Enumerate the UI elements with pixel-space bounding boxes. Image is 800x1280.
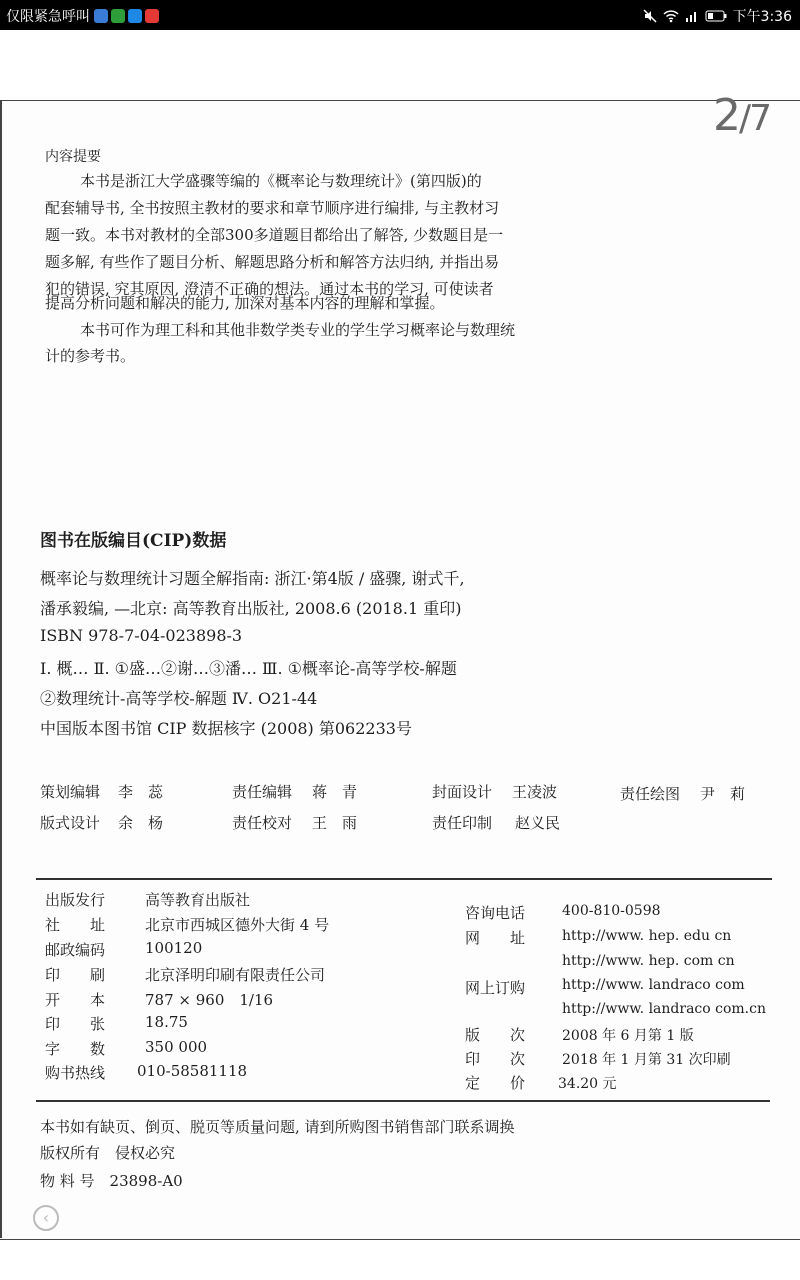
summary-line: 计的参考书。 [45, 347, 136, 365]
pub-label: 社 址 [45, 916, 106, 934]
staff-name: 赵义民 [515, 814, 561, 832]
summary-title: 内容提要 [45, 149, 101, 165]
battery-icon [705, 10, 727, 22]
pub-label: 网上订购 [465, 979, 526, 997]
staff-name: 王 雨 [312, 814, 358, 832]
status-bar [0, 0, 800, 30]
staff-role: 责任编辑 [232, 783, 293, 801]
summary-line: 配套辅导书, 全书按照主教材的要求和章节顺序进行编排, 与主教材习 [45, 199, 500, 217]
clock: 下午3:36 [732, 9, 792, 25]
pub-value: http://www. hep. edu cn [562, 928, 732, 944]
pub-label: 开 本 [45, 991, 106, 1009]
wifi-icon [663, 9, 679, 23]
pub-label: 咨询电话 [465, 904, 526, 922]
pub-label: 定 价 [465, 1074, 526, 1092]
pub-value: http://www. landraco com [562, 977, 745, 993]
mute-icon [643, 9, 657, 23]
pub-value: 北京泽明印刷有限责任公司 [145, 966, 326, 984]
staff-role: 责任校对 [232, 814, 293, 832]
staff-name: 蒋 青 [312, 783, 358, 801]
staff-name: 尹 莉 [700, 785, 746, 803]
pub-label: 印 刷 [45, 966, 106, 984]
signal-icon [685, 9, 699, 23]
cip-line: 概率论与数理统计习题全解指南: 浙江·第4版 / 盛骤, 谢式千, [40, 569, 465, 588]
cip-line: ②数理统计-高等学校-解题 Ⅳ. O21-44 [40, 689, 318, 708]
page-separator: / [738, 98, 750, 139]
cip-line: ISBN 978-7-04-023898-3 [40, 626, 243, 645]
cip-line: 中国版本图书馆 CIP 数据核字 (2008) 第062233号 [40, 719, 412, 738]
staff-role: 版式设计 [40, 814, 101, 832]
summary-line: 本书是浙江大学盛骤等编的《概率论与数理统计》(第四版)的 [80, 172, 482, 190]
pub-label: 印 次 [465, 1050, 526, 1068]
pub-label: 字 数 [45, 1040, 106, 1058]
summary-line: 题多解, 有些作了题目分析、解题思路分析和解答方法归纳, 并指出易 [45, 253, 500, 271]
footer-line: 物 料 号 23898-A0 [40, 1172, 183, 1190]
staff-role: 策划编辑 [40, 783, 101, 801]
cip-line: Ⅰ. 概… Ⅱ. ①盛…②谢…③潘… Ⅲ. ①概率论-高等学校-解题 [40, 659, 457, 678]
pub-label: 出版发行 [45, 891, 106, 909]
pub-value: 100120 [145, 939, 203, 957]
app-icon-4 [145, 9, 159, 23]
pub-value: 北京市西城区德外大街 4 号 [145, 916, 330, 934]
staff-role: 责任印制 [432, 814, 493, 832]
pub-label: 版 次 [465, 1026, 526, 1044]
footer-line: 版权所有 侵权必究 [40, 1144, 176, 1162]
summary-line: 本书可作为理工科和其他非数学类专业的学生学习概率论与数理统 [80, 321, 516, 339]
pub-value: http://www. landraco com.cn [562, 1001, 766, 1017]
pub-value: 010-58581118 [137, 1062, 248, 1080]
page-total: 7 [749, 98, 770, 139]
pub-value: 350 000 [145, 1038, 208, 1056]
pub-label: 购书热线 [45, 1064, 106, 1082]
summary-line: 提高分析问题和解决的能力, 加深对基本内容的理解和掌握。 [45, 294, 445, 312]
pub-label: 网 址 [465, 929, 526, 947]
divider [36, 878, 772, 880]
back-button[interactable] [33, 1205, 59, 1231]
staff-name: 李 蕊 [118, 783, 164, 801]
app-icon-1 [94, 9, 108, 23]
footer-line: 本书如有缺页、倒页、脱页等质量问题, 请到所购图书销售部门联系调换 [40, 1118, 515, 1136]
pub-label: 邮政编码 [45, 941, 106, 959]
summary-line: 犯的错误, 究其原因, 澄清不正确的想法。通过本书的学习, 可使读者 [45, 280, 494, 298]
divider [36, 1100, 770, 1102]
pub-value: 2008 年 6 月第 1 版 [562, 1028, 694, 1044]
page-current: 2 [712, 90, 739, 141]
pub-value: http://www. hep. com cn [562, 953, 735, 969]
summary-line: 题一致。本书对教材的全部300多道题目都给出了解答, 少数题目是一 [45, 226, 504, 244]
staff-role: 封面设计 [432, 783, 493, 801]
page-border [0, 100, 2, 1238]
app-icon-2 [111, 9, 125, 23]
pub-value: 18.75 [145, 1013, 188, 1031]
pub-value: 787 × 960 1/16 [145, 991, 274, 1009]
carrier-text: 仅限紧急呼叫 [6, 9, 90, 25]
app-icon-3 [128, 9, 142, 23]
pub-value: 34.20 元 [558, 1076, 617, 1092]
staff-role: 责任绘图 [620, 785, 681, 803]
pub-label: 印 张 [45, 1015, 106, 1033]
page-indicator [713, 90, 770, 141]
cip-title: 图书在版编目(CIP)数据 [40, 531, 227, 551]
pub-value: 高等教育出版社 [145, 891, 251, 909]
pub-value: 400-810-0598 [562, 903, 661, 919]
cip-line: 潘承毅编, —北京: 高等教育出版社, 2008.6 (2018.1 重印) [40, 599, 462, 618]
staff-name: 王凌波 [512, 783, 558, 801]
staff-name: 余 杨 [118, 814, 164, 832]
pub-value: 2018 年 1 月第 31 次印刷 [562, 1052, 731, 1068]
chevron-left-icon: ‹ [42, 1208, 50, 1227]
